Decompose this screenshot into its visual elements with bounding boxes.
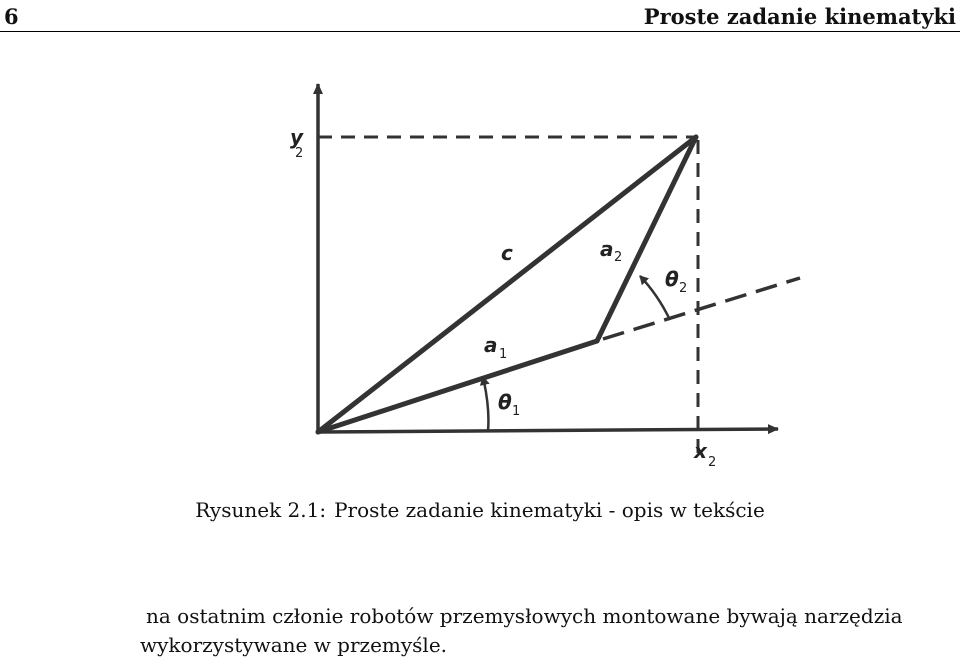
caption-text: Proste zadanie kinematyki - opis w tekście: [334, 498, 765, 522]
a1-extension-line: [603, 278, 800, 339]
page-number: 6: [4, 4, 19, 29]
y2-subscript: 2: [295, 146, 304, 161]
line-c: [318, 137, 696, 432]
theta2-subscript: 2: [679, 281, 688, 296]
c-label: c: [501, 241, 513, 265]
link-a1: [318, 341, 597, 432]
running-title: Proste zadanie kinematyki: [643, 4, 956, 29]
theta2-label: θ: [665, 267, 679, 291]
x2-subscript: 2: [708, 455, 717, 470]
a2-label: a: [600, 237, 614, 261]
x2-label: x: [694, 439, 707, 463]
theta1-subscript: 1: [512, 404, 521, 419]
a1-subscript: 1: [499, 347, 508, 362]
header-rule: [0, 31, 960, 32]
body-line-2: wykorzystywane w przemyśle.: [140, 633, 448, 657]
a1-label: a: [484, 333, 498, 357]
figure-caption: [0, 498, 960, 522]
theta1-arc: [483, 377, 488, 431]
theta1-label: θ: [498, 390, 512, 414]
caption-label: Rysunek 2.1:: [195, 498, 327, 522]
page-header: [0, 0, 960, 32]
kinematics-figure: [0, 70, 960, 490]
y2-label: y: [290, 125, 304, 149]
body-paragraph: [140, 602, 958, 660]
a2-subscript: 2: [614, 250, 623, 265]
body-line-1: na ostatnim członie robotów przemysłowych montowane bywają narzędzia: [146, 604, 903, 628]
kinematics-diagram: [0, 70, 960, 490]
x-axis: [318, 429, 778, 432]
